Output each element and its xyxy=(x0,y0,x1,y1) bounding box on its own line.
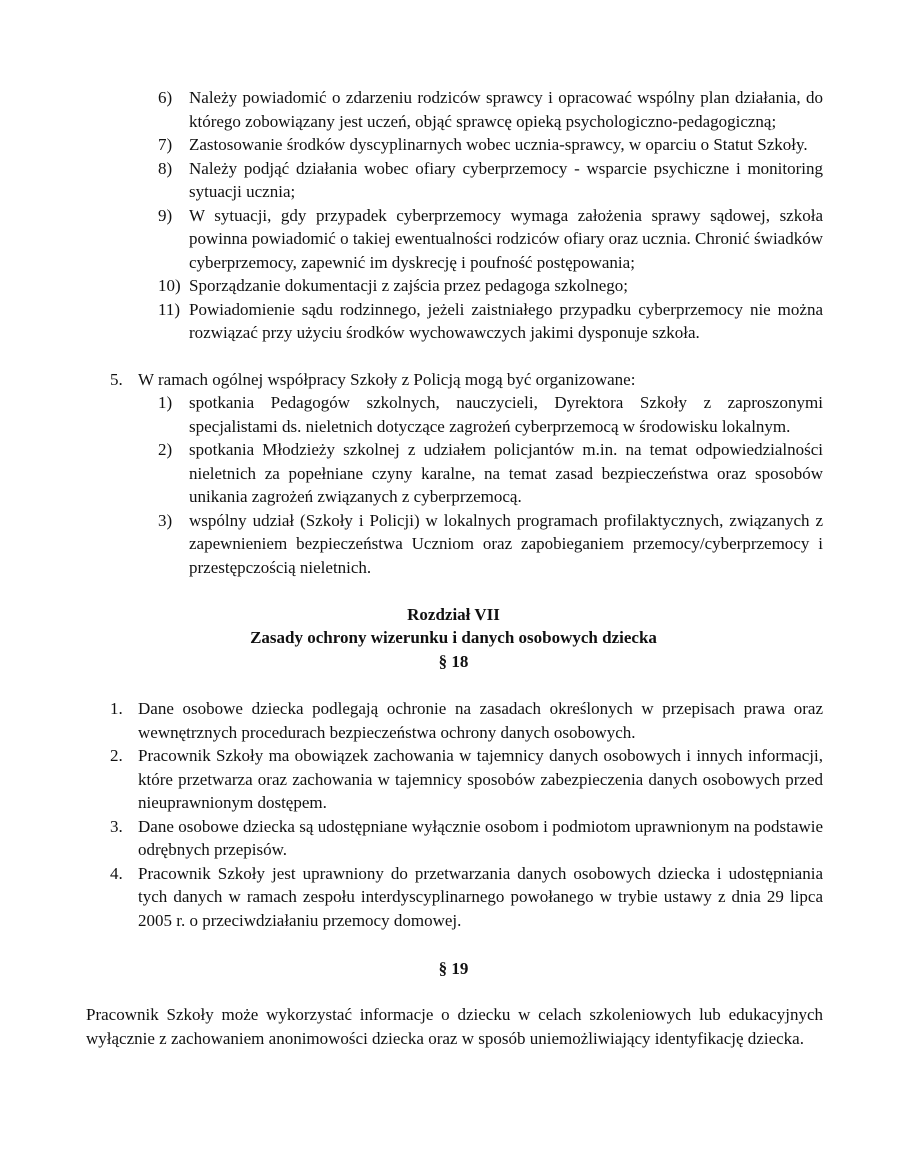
paragraph-19-text xyxy=(86,1003,823,1050)
list-number: 9) xyxy=(158,205,173,225)
list-item xyxy=(110,815,823,862)
list-item-text: W ramach ogólnej współpracy Szkoły z Policją mogą być organizowane: xyxy=(138,370,636,389)
list-number: 5. xyxy=(110,370,123,389)
list-item-text: Dane osobowe dziecka podlegają ochronie na zasadach określonych w przepisach prawa oraz wewnętrznych procedurach bezpieczeństwa ochrony danych osobowych. xyxy=(138,699,823,742)
list-number: 2) xyxy=(158,440,173,459)
list-item xyxy=(110,862,823,933)
list-item-text: spotkania Pedagogów szkolnych, nauczycieli, Dyrektora Szkoły z zaproszonymi specjalistami ds. nieletnich dotyczące zagrożeń cyberprzemocą w środowisku lokalnym. xyxy=(189,393,823,436)
list-number: 1. xyxy=(110,699,123,718)
sub-list-police-cooperation xyxy=(158,391,823,579)
list-item-text: Pracownik Szkoły jest uprawniony do przetwarzania danych osobowych dziecka i udostępniania tych danych w ramach zespołu interdyscyplinarnego powołanego w trybie ustawy z dnia 29 lipca 2005 r. o przeciwdziałaniu przemocy domowej. xyxy=(138,863,823,930)
list-item xyxy=(158,438,823,509)
list-item-5 xyxy=(110,368,823,392)
list-item-text: Powiadomienie sądu rodzinnego, jeżeli zaistniałego przypadku cyberprzemocy nie można rozwiązać przy użyciu środków wychowawczych jakimi dysponuje szkoła. xyxy=(189,299,823,342)
list-item-text: Należy podjąć działania wobec ofiary cyberprzemocy - wsparcie psychiczne i monitoring sytuacji ucznia; xyxy=(189,158,823,201)
list-number: 1) xyxy=(158,393,173,412)
list-item xyxy=(158,133,823,157)
list-number: 7) xyxy=(158,135,173,154)
list-number: 2. xyxy=(110,746,123,765)
list-number: 10) xyxy=(158,276,181,295)
body-text: Pracownik Szkoły może wykorzystać informacje o dziecku w celach szkoleniowych lub edukacyjnych wyłącznie z zachowaniem anonimowości dziecka oraz w sposób uniemożliwiający identyfikację dziecka. xyxy=(86,1005,823,1048)
list-item-text: spotkania Młodzieży szkolnej z udziałem policjantów m.in. na temat odpowiedzialności nieletnich za popełniane czyny karalne, na temat zasad bezpieczeństwa oraz sposobów unikania zagrożeń związanych z cyberprzemocą. xyxy=(189,440,823,506)
list-number: 6) xyxy=(158,88,173,107)
list-item-text: Należy powiadomić o zdarzeniu rodziców sprawcy i opracować wspólny plan działania, do którego zobowiązany jest uczeń, objąć sprawcę opieką psychologiczno-pedagogiczną; xyxy=(189,88,823,131)
list-item-text: Sporządzanie dokumentacji z zajścia przez pedagoga szkolnego; xyxy=(189,276,628,295)
list-item xyxy=(110,697,823,744)
list-item xyxy=(158,157,823,204)
chapter-title: Rozdział VII xyxy=(407,605,500,624)
list-item xyxy=(158,509,823,580)
chapter-subtitle: Zasady ochrony wizerunku i danych osobowych dziecka xyxy=(250,628,657,647)
list-item xyxy=(158,274,823,298)
list-item-text: wspólny udział (Szkoły i Policji) w lokalnych programach profilaktycznych, związanych z zapewnieniem bezpieczeństwa Uczniom oraz zapobieganiem przemocy/cyberprzemocy i przestępczością nieletnich. xyxy=(189,510,823,577)
list-item-text: Dane osobowe dziecka są udostępniane wyłącznie osobom i podmiotom uprawnionym na podstawie odrębnych przepisów. xyxy=(138,816,823,859)
paragraph-mark-19: § 19 xyxy=(438,959,469,978)
list-item xyxy=(158,298,823,345)
list-number: 11) xyxy=(158,299,181,319)
paragraph-18-list xyxy=(110,697,823,932)
list-number: 3. xyxy=(110,816,123,836)
list-item-text: Zastosowanie środków dyscyplinarnych wobec ucznia-sprawcy, w oparciu o Statut Szkoły. xyxy=(189,135,808,154)
list-number: 3) xyxy=(158,510,173,530)
list-number: 8) xyxy=(158,158,173,178)
list-item xyxy=(158,86,823,133)
sub-list-continuation xyxy=(158,86,823,345)
list-number: 4. xyxy=(110,863,123,883)
list-item-text: W sytuacji, gdy przypadek cyberprzemocy wymaga założenia sprawy sądowej, szkoła powinna powiadomić o takiej ewentualności rodziców ofiary oraz ucznia. Chronić świadków cyberprzemocy, zapewnić im dyskrecję i poufność postępowania; xyxy=(189,205,823,272)
list-item-text: Pracownik Szkoły ma obowiązek zachowania w tajemnicy danych osobowych i innych informacji, które przetwarza oraz zachowania w tajemnicy sposobów zabezpieczenia danych osobowych przed nieuprawnionym dostępem. xyxy=(138,746,823,812)
list-item xyxy=(158,391,823,438)
list-item xyxy=(158,204,823,275)
paragraph-mark-18: § 18 xyxy=(438,652,469,671)
list-item xyxy=(110,744,823,815)
